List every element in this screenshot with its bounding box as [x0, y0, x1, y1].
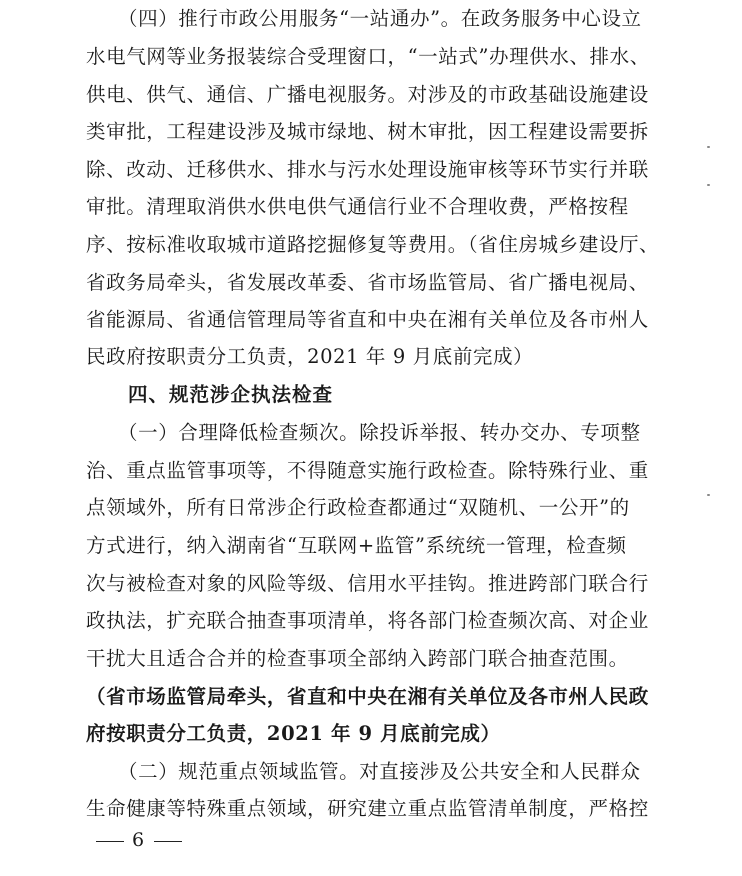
paragraph-line: 序、按标准收取城市道路挖掘修复等费用。（省住房城乡建设厅、 [86, 233, 660, 256]
page-number [96, 829, 182, 851]
paragraph-line: 审批。清理取消供水供电供气通信行业不合理收费，严格按程 [86, 195, 629, 218]
scan-speck [707, 184, 710, 186]
paragraph-line: 省能源局、省通信管理局等省直和中央在湘有关单位及各市州人 [86, 308, 649, 331]
paragraph-line: 治、重点监管事项等，不得随意实施行政检查。除特殊行业、重 [86, 459, 649, 482]
page-number-left-dash [96, 841, 124, 842]
paragraph-line: 省政务局牵头，省发展改革委、省市场监管局、省广播电视局、 [86, 271, 649, 294]
paragraph-line: 点领域外，所有日常涉企行政检查都通过“双随机、一公开”的 [86, 496, 630, 519]
scan-speck [707, 494, 710, 496]
paragraph-line: 生命健康等特殊重点领域，研究建立重点监管清单制度，严格控 [86, 797, 649, 820]
paragraph-line: 水电气网等业务报装综合受理窗口，“一站式”办理供水、排水、 [86, 45, 650, 68]
paragraph-line: 次与被检查对象的风险等级、信用水平挂钩。推进跨部门联合行 [86, 572, 649, 595]
paragraph-line: （一）合理降低检查频次。除投诉举报、转办交办、专项整 [118, 421, 641, 444]
paragraph-line: 政执法，扩充联合抽查事项清单，将各部门检查频次高、对企业 [86, 609, 649, 632]
page-number-right-dash [154, 841, 182, 842]
paragraph-line: 干扰大且适合合并的检查事项全部纳入跨部门联合抽查范围。 [86, 647, 629, 670]
paragraph-line: 除、改动、迁移供水、排水与污水处理设施审核等环节实行并联 [86, 158, 649, 181]
section-heading: 四、规范涉企执法检查 [128, 383, 334, 406]
paragraph-line: 民政府按职责分工负责，2021 年 9 月底前完成） [86, 345, 534, 368]
paragraph-line: （二）规范重点领域监管。对直接涉及公共安全和人民群众 [118, 760, 641, 783]
paragraph-line: 类审批，工程建设涉及城市绿地、树木审批，因工程建设需要拆 [86, 120, 649, 143]
paragraph-line: （四）推行市政公用服务“一站通办”。在政务服务中心设立 [118, 7, 642, 30]
paragraph-line-bold: 府按职责分工负责，2021 年 9 月底前完成） [86, 722, 501, 745]
scan-speck [707, 146, 710, 148]
paragraph-line-bold: （省市场监管局牵头，省直和中央在湘有关单位及各市州人民政 [86, 685, 649, 708]
paragraph-line: 供电、供气、通信、广播电视服务。对涉及的市政基础设施建设 [86, 83, 649, 106]
page-number-value: 6 [132, 829, 147, 851]
paragraph-line: 方式进行，纳入湖南省“互联网+监管”系统统一管理，检查频 [86, 534, 627, 557]
